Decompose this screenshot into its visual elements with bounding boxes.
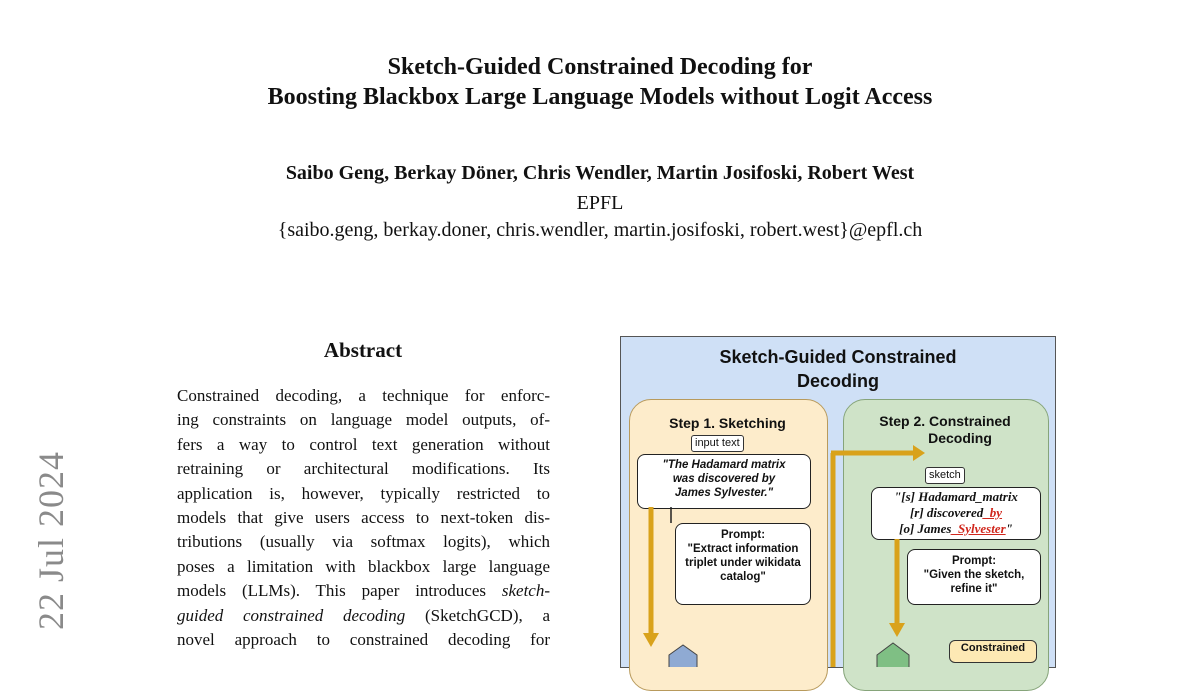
abstract-emphasis: sketch- xyxy=(501,581,550,601)
abstract-line: poses a limitation with blackbox large language xyxy=(177,556,550,576)
step2-prompt-line: "Given the sketch, xyxy=(923,569,1025,581)
paper-title xyxy=(0,52,1200,112)
sketch-correction: _by xyxy=(983,505,1003,520)
abstract-line: ing constraints on language model outputs, of- xyxy=(177,410,550,430)
abstract-line: application is, however, typically restricted to xyxy=(177,483,550,503)
step1-arrow-head xyxy=(643,633,659,647)
figure-title-line-1: Sketch-Guided Constrained xyxy=(719,347,957,367)
step1-prompt-label: Prompt: xyxy=(720,529,766,541)
affiliation: EPFL xyxy=(576,192,624,214)
step1-prompt-line: catalog" xyxy=(720,571,766,583)
abstract-line: Constrained decoding, a technique for enforc- xyxy=(177,386,550,405)
transfer-arrow-head xyxy=(913,445,925,461)
title-line-2: Boosting Blackbox Large Language Models without Logit Access xyxy=(267,84,933,110)
abstract-heading: Abstract xyxy=(323,338,403,362)
step2-title-line-1: Step 2. Constrained xyxy=(879,413,1011,429)
step1-prompt-line: triplet under wikidata xyxy=(685,557,801,569)
constrained-label: Constrained xyxy=(949,640,1037,663)
step2-arrow-head xyxy=(889,623,905,637)
abstract-line xyxy=(177,604,550,628)
title-line-1: Sketch-Guided Constrained Decoding for xyxy=(387,54,813,80)
sketch-correction: _Sylvester xyxy=(951,521,1006,536)
author-emails: {saibo.geng, berkay.doner, chris.wendler, martin.josifoski, robert.west}@epfl.ch xyxy=(277,219,923,241)
step1-prompt-line: "Extract information xyxy=(687,543,799,555)
arxiv-date-stamp: 22 Jul 2024 xyxy=(31,450,71,630)
sketch-text: " xyxy=(1005,521,1013,536)
abstract-line: models that give users access to next-token dis- xyxy=(177,508,550,528)
abstract-line: tributions (usually via softmax logits), which xyxy=(177,532,550,552)
sketch-tag: sketch xyxy=(925,467,965,484)
abstract-text: (SketchGCD), a xyxy=(405,605,550,625)
input-text-line: James Sylvester." xyxy=(674,487,774,499)
figure-title-line-2: Decoding xyxy=(796,371,879,391)
step2-prompt-label: Prompt: xyxy=(951,555,997,567)
step1-title: Step 1. Sketching xyxy=(669,415,786,431)
abstract-emphasis: guided constrained decoding xyxy=(177,605,406,625)
sketch-text: [o] James xyxy=(899,521,952,536)
abstract-text: models (LLMs). This paper introduces xyxy=(177,581,502,601)
abstract-body xyxy=(177,384,550,652)
authors: Saibo Geng, Berkay Döner, Chris Wendler, Martin Josifoski, Robert West xyxy=(285,162,915,184)
abstract-line: novel approach to constrained decoding for xyxy=(177,630,550,650)
flow-arrows xyxy=(621,337,1055,667)
step2-title-line-2: Decoding xyxy=(928,430,992,446)
figure-sketch-guided-decoding xyxy=(620,336,1056,668)
sketch-line: "[s] Hadamard_matrix xyxy=(894,489,1018,504)
input-text-line: "The Hadamard matrix xyxy=(662,459,786,471)
abstract-line xyxy=(177,579,550,603)
model-hexagon-step1 xyxy=(669,645,697,667)
abstract-line: retraining or architectural modifications. Its xyxy=(177,459,550,479)
input-text-tag: input text xyxy=(691,435,744,452)
abstract-line: fers a way to control text generation without xyxy=(177,434,550,454)
step2-prompt-line: refine it" xyxy=(950,583,998,595)
sketch-text: [r] discovered xyxy=(909,505,984,520)
model-hexagon-step2 xyxy=(877,643,909,667)
input-text-line: was discovered by xyxy=(672,473,776,485)
